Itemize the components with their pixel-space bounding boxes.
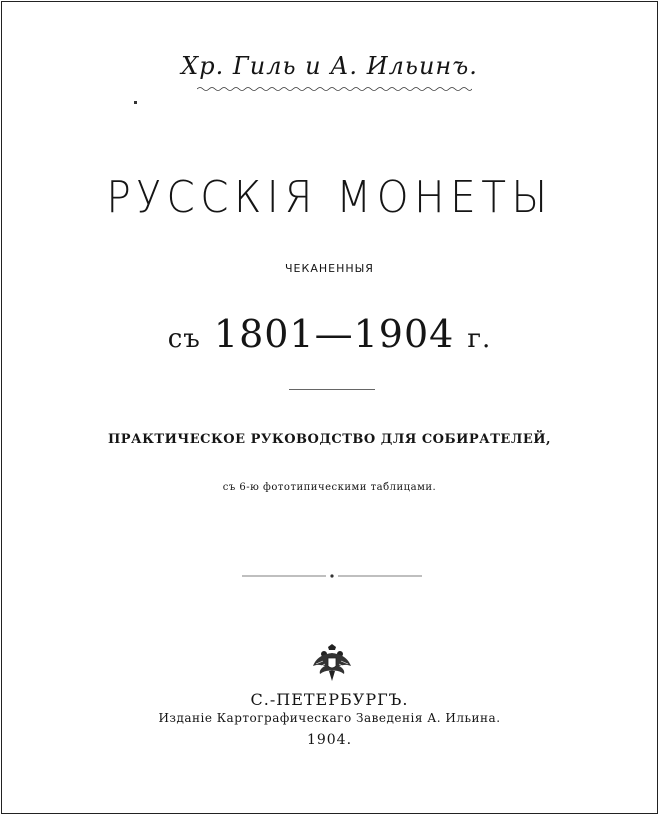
authors-wavy-underline bbox=[197, 86, 472, 92]
ink-speck bbox=[134, 101, 137, 104]
tables-note: съ 6-ю фототипическими таблицами. bbox=[222, 482, 437, 493]
authors-line: Хр. Гиль и А. Ильинъ. bbox=[181, 52, 478, 80]
subtitle: ЧЕКАНЕННЫЯ bbox=[285, 262, 374, 275]
book-title: РУССКІЯ МОНЕТЫ bbox=[106, 172, 553, 223]
year-range-line bbox=[2, 312, 657, 356]
divider-rule bbox=[289, 389, 375, 390]
guide-subtitle: ПРАКТИЧЕСКОЕ РУКОВОДСТВО ДЛЯ СОБИРАТЕЛЕЙ, bbox=[107, 432, 552, 447]
title-page bbox=[1, 1, 658, 814]
years-prefix: съ bbox=[167, 324, 201, 354]
publication-year: 1904. bbox=[306, 732, 353, 748]
double-headed-eagle-icon bbox=[311, 644, 353, 684]
years-suffix: г. bbox=[467, 324, 492, 354]
city-line: С.-ПЕТЕРБУРГЪ. bbox=[250, 690, 409, 709]
publisher-line: Изданіе Картографическаго Заведенія А. Ильина. bbox=[158, 711, 501, 725]
ornamental-divider bbox=[242, 574, 422, 578]
years-range: 1801—1904 bbox=[213, 312, 455, 356]
